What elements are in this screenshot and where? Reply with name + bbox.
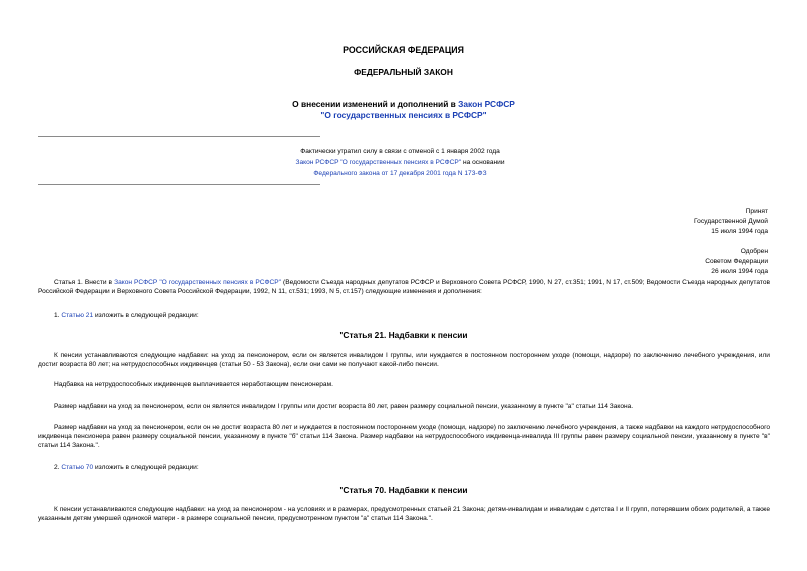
article-21-p3	[38, 402, 770, 411]
country-heading: РОССИЙСКАЯ ФЕДЕРАЦИЯ	[343, 45, 464, 55]
article-70-heading: "Статья 70. Надбавки к пенсии	[339, 485, 468, 495]
item-2-prefix: 2.	[54, 464, 62, 471]
article-70-p1	[38, 505, 770, 523]
article-1-prefix: Статья 1. Внести в	[54, 279, 115, 286]
doc-type-heading: ФЕДЕРАЛЬНЫЙ ЗАКОН	[354, 67, 453, 77]
article-21-p4	[38, 423, 770, 450]
divider-top	[38, 136, 320, 137]
item-1-suffix: изложить в следующей редакции:	[93, 312, 199, 319]
article-21-link[interactable]: Статью 21	[61, 312, 94, 319]
status-law-link[interactable]: Закон РСФСР "О государственных пенсиях в РСФСР"	[295, 159, 462, 166]
status-note	[200, 146, 600, 179]
divider-bottom	[38, 184, 320, 185]
item-1-paragraph	[38, 311, 770, 320]
approved-label: Одобрен	[740, 248, 768, 255]
status-federal-law-link[interactable]: Федерального закона от 17 декабря 2001 года N 173-ФЗ	[313, 170, 487, 177]
article-21-p1-text: К пенсии устанавливаются следующие надбавки: на уход за пенсионером, если он является инвалидом I группы, или нуждается в постоянном постороннем уходе (помощи, надзоре) по заключению лечебного учреждения, или достиг возраста 80 лет; на нетрудоспособных иждивенцев (статьи 50 - 53 Закона), если они сами не получают какой-либо пенсии.	[38, 352, 770, 368]
item-2-paragraph	[38, 463, 770, 472]
status-line-1: Фактически утратил силу в связи с отменой с 1 января 2002 года	[300, 148, 500, 155]
law-title-link[interactable]: Закон РСФСР	[458, 99, 515, 109]
item-2-suffix: изложить в следующей редакции:	[93, 464, 199, 471]
law-title-link-2[interactable]: "О государственных пенсиях в РСФСР"	[320, 110, 487, 120]
approved-by: Советом Федерации	[705, 258, 768, 265]
article-21-p4-text: Размер надбавки на уход за пенсионером, если он не достиг возраста 80 лет и нуждается в постоянном постороннем уходе (помощи, надзоре) по заключению лечебного учреждения, а также надбавки на каждого нетрудоспособного иждивенца пенсионера равен размеру социальной пенсии, указанному в пункте "б" статьи 114 Закона. Размер надбавки на нетрудоспособного иждивенца-инвалида III группы равен размеру социальной пенсии, указанному в пункте "в" статьи 114 Закона.".	[38, 424, 770, 449]
article-1-suffix: (Ведомости Съезда народных депутатов РСФСР и Верховного Совета РСФСР, 1990, N 27, ст.351; 1991, N 17, ст.509; Ведомости Съезда народных депутатов Российской Федерации и Верховного Совета Российской Федерации, 1992, N 11, ст.531; 1993, N 5, ст.157) следующие изменения и дополнения:	[38, 279, 770, 295]
adoption-block	[694, 207, 768, 277]
article-21-p2-text: Надбавка на нетрудоспособных иждивенцев выплачивается неработающим пенсионерам.	[54, 381, 333, 388]
article-21-heading: "Статья 21. Надбавки к пенсии	[339, 330, 468, 340]
accepted-label: Принят	[745, 208, 768, 215]
accepted-by: Государственной Думой	[694, 218, 768, 225]
law-title-prefix: О внесении изменений и дополнений в	[292, 99, 459, 109]
law-title	[0, 99, 807, 121]
status-line-2-suffix: на основании	[461, 159, 505, 166]
item-1-prefix: 1.	[54, 312, 62, 319]
article-1-law-link[interactable]: Закон РСФСР "О государственных пенсиях в РСФСР"	[114, 279, 281, 286]
accepted-date: 15 июля 1994 года	[711, 228, 768, 235]
article-1-paragraph	[38, 278, 770, 296]
article-70-link[interactable]: Статью 70	[61, 464, 94, 471]
article-21-p1	[38, 351, 770, 369]
article-70-p1-text: К пенсии устанавливаются следующие надбавки: на уход за пенсионером - на условиях и в размерах, предусмотренных статьей 21 Закона; детям-инвалидам и инвалидам с детства I и II групп, потерявшим обоих родителей, а также указанным детям умершей одинокой матери - в размере социальной пенсии, предусмотренном пунктом "а" статьи 114 Закона.".	[38, 506, 770, 522]
article-21-p3-text: Размер надбавки на уход за пенсионером, если он является инвалидом I группы или достиг возраста 80 лет, равен размеру социальной пенсии, указанному в пункте "а" статьи 114 Закона.	[54, 403, 634, 410]
approved-date: 26 июля 1994 года	[711, 268, 768, 275]
article-21-p2	[38, 380, 770, 389]
